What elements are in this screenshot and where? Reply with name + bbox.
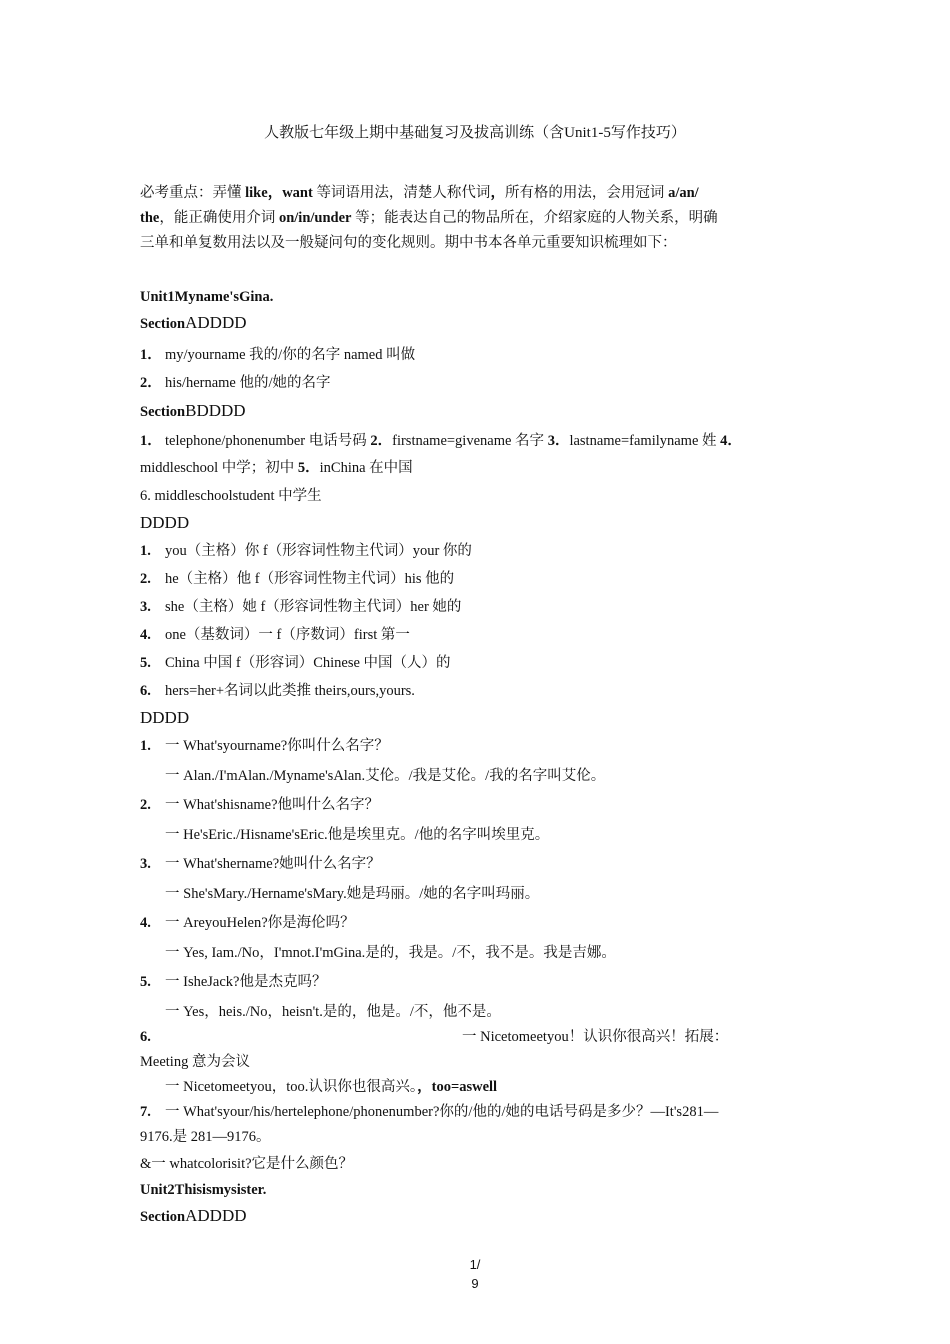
unit2-heading: Unit2Thisismysister. xyxy=(140,1182,267,1198)
dialog-answer: 一 Yes, Iam./No，I'mnot.I'mGina.是的，我是。/不，我不是。我是吉娜。 xyxy=(165,945,616,961)
list-item: 3. she（主格）她 f（形容词性物主代词）her 她的 xyxy=(140,599,462,615)
dialog-answer: 一 Alan./I'mAlan./Myname'sAlan.艾伦。/我是艾伦。/我的名字叫艾伦。 xyxy=(165,768,606,784)
dialog-question: 7. 一 What'syour/his/hertelephone/phonenumber?你的/他的/她的电话号码是多少？—It's281— xyxy=(140,1104,719,1120)
dialog-question: 一 Nicetomeetyou！认识你很高兴！拓展： xyxy=(462,1029,729,1045)
dialog-question: 2. 一 What'shisname?他叫什么名字？ xyxy=(140,797,380,813)
document-title: 人教版七年级上期中基础复习及拔高训练（含Unit1-5写作技巧） xyxy=(264,125,686,141)
page-number: 1/ xyxy=(469,1257,481,1272)
unit2-section-a: SectionADDDD xyxy=(140,1206,247,1225)
dialog-question: 5. 一 IsheJack?他是杰克吗？ xyxy=(140,974,327,990)
list-item: 1. you（主格）你 f（形容词性物主代词）your 你的 xyxy=(140,543,472,559)
intro-line-2: the，能正确使用介词 on/in/under 等；能表达自己的物品所在，介绍家庭的人物关系，明确 xyxy=(140,210,718,226)
dialog-answer: 一 She'sMary./Hername'sMary.她是玛丽。/她的名字叫玛丽。 xyxy=(165,886,540,902)
section-b-line-1: 1． telephone/phonenumber 电话号码 2．firstname=givename 名字 3．lastname=familyname 姓 4． xyxy=(140,433,742,449)
list-item: 2. he（主格）他 f（形容词性物主代词）his 他的 xyxy=(140,571,455,587)
subheading-dddd: DDDD xyxy=(140,708,190,727)
list-item: 4. one（基数词）一 f（序数词）first 第一 xyxy=(140,627,410,643)
dialog-answer: 一 He'sEric./Hisname'sEric.他是埃里克。/他的名字叫埃里克。 xyxy=(165,827,550,843)
unit1-section-b: SectionBDDDD xyxy=(140,401,246,420)
unit1-heading: Unit1Myname'sGina. xyxy=(140,289,274,305)
list-item: 1． my/yourname 我的/你的名字 named 叫做 xyxy=(140,347,416,363)
section-b-line-3: 6. middleschoolstudent 中学生 xyxy=(140,488,322,504)
list-item: 6. hers=her+名词以此类推 theirs,ours,yours. xyxy=(140,683,415,699)
dialog-question: 3. 一 What'shername?她叫什么名字？ xyxy=(140,856,381,872)
dialog-question: 1. 一 What'syourname?你叫什么名字？ xyxy=(140,738,389,754)
section-b-line-2: middleschool 中学；初中 5．inChina 在中国 xyxy=(140,460,413,476)
dialog-question: 4. 一 AreyouHelen?你是海伦吗？ xyxy=(140,915,355,931)
intro-line-1: 必考重点：弄懂 like，want 等词语用法，清楚人称代词，所有格的用法，会用冠词 a/an/ xyxy=(140,185,699,201)
list-item: 2． his/hername 他的/她的名字 xyxy=(140,375,331,391)
list-item: 5. China 中国 f（形容词）Chinese 中国（人）的 xyxy=(140,655,451,671)
dialog-answer: 9176.是 281—9176。 xyxy=(140,1129,271,1145)
unit1-section-a: SectionADDDD xyxy=(140,313,247,332)
dialog-note: Meeting 意为会议 xyxy=(140,1054,250,1070)
dialog-answer: 一 Yes，heis./No，heisn't.是的，他是。/不，他不是。 xyxy=(165,1004,501,1020)
dialog-question: &一 whatcolorisit?它是什么颜色？ xyxy=(140,1156,354,1172)
dialog-answer: 一 Nicetomeetyou，too.认识你也很高兴。，too=aswell xyxy=(165,1079,498,1095)
dialog-number: 6. xyxy=(140,1029,151,1045)
intro-line-3: 三单和单复数用法以及一般疑问句的变化规则。期中书本各单元重要知识梳理如下： xyxy=(140,235,677,251)
page-total: 9 xyxy=(471,1276,479,1291)
subheading-dddd: DDDD xyxy=(140,513,190,532)
